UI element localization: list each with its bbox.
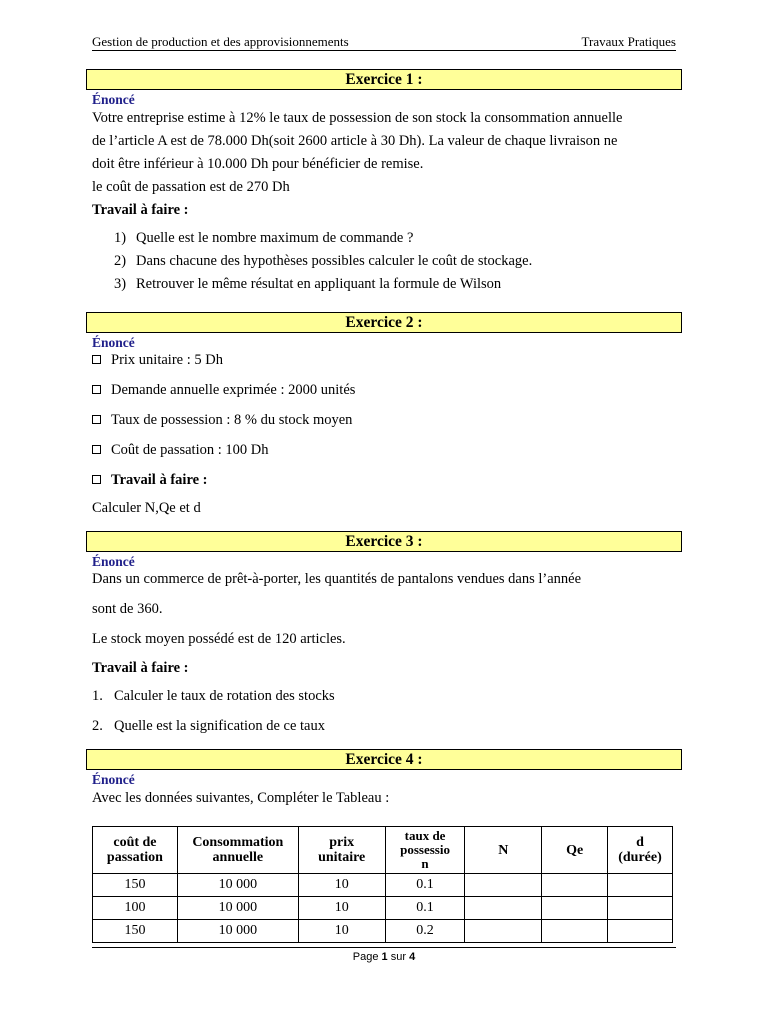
exercise-2-item: Coût de passation : 100 Dh <box>92 442 268 459</box>
exercise-1-enonce-label: Énoncé <box>92 92 135 107</box>
exercise-2-enonce-label: Énoncé <box>92 335 135 350</box>
header-divider <box>92 50 676 51</box>
table-cell: 0.1 <box>385 874 465 897</box>
table-cell: 150 <box>93 920 178 943</box>
exercise-3-question: 1. Calculer le taux de rotation des stocks <box>92 688 335 704</box>
exercise-1-question: 1) Quelle est le nombre maximum de commande ? <box>114 230 414 246</box>
table-cell: 10 000 <box>177 897 298 920</box>
checkbox-icon <box>92 475 101 484</box>
table-cell <box>465 897 542 920</box>
column-header-qe: Qe <box>542 827 608 874</box>
checkbox-icon <box>92 415 101 424</box>
exercise-1-travail-heading: Travail à faire : <box>92 202 189 218</box>
exercise-1-line: Votre entreprise estime à 12% le taux de possession de son stock la consommation annuelle <box>92 110 623 126</box>
header-left: Gestion de production et des approvisionnements <box>92 34 349 49</box>
column-header-cout-passation: coût de passation <box>93 827 178 874</box>
table-cell <box>465 920 542 943</box>
column-header-n: N <box>465 827 542 874</box>
column-header-taux-possession: taux de possessio n <box>385 827 465 874</box>
column-header-prix-unitaire: prix unitaire <box>298 827 385 874</box>
table-cell <box>608 897 673 920</box>
checkbox-icon <box>92 355 101 364</box>
exercise-3-line: Le stock moyen possédé est de 120 articles. <box>92 631 346 647</box>
exercise-3-line: Dans un commerce de prêt-à-porter, les quantités de pantalons vendues dans l’année <box>92 571 582 587</box>
data-table <box>92 826 673 943</box>
table-cell <box>542 874 608 897</box>
exercise-2-item: Taux de possession : 8 % du stock moyen <box>92 412 352 429</box>
table-cell: 0.1 <box>385 897 465 920</box>
exercise-3-line: sont de 360. <box>92 601 163 617</box>
exercise-4-enonce-label: Énoncé <box>92 772 135 787</box>
table-cell <box>608 920 673 943</box>
table-row <box>93 897 673 920</box>
footer-divider <box>92 947 676 948</box>
table-cell: 100 <box>93 897 178 920</box>
table-cell <box>542 897 608 920</box>
table-cell: 10 000 <box>177 920 298 943</box>
page-number: Page 1 sur 4 <box>352 951 416 963</box>
exercise-3-enonce-label: Énoncé <box>92 554 135 569</box>
exercise-1-question: 3) Retrouver le même résultat en appliquant la formule de Wilson <box>114 276 502 292</box>
table-cell: 150 <box>93 874 178 897</box>
column-header-consommation: Consommation annuelle <box>177 827 298 874</box>
column-header-duree: d (durée) <box>608 827 673 874</box>
exercise-4-intro: Avec les données suivantes, Compléter le Tableau : <box>92 790 390 806</box>
table-row <box>93 920 673 943</box>
exercise-1-line: doit être inférieur à 10.000 Dh pour bénéficier de remise. <box>92 156 424 172</box>
exercise-1-title: Exercice 1 : <box>86 69 682 90</box>
table-cell: 10 <box>298 920 385 943</box>
exercise-2-travail-heading: Travail à faire : <box>92 472 208 489</box>
table-header-row <box>93 827 673 874</box>
table-cell <box>542 920 608 943</box>
checkbox-icon <box>92 445 101 454</box>
header-right: Travaux Pratiques <box>581 34 676 49</box>
checkbox-icon <box>92 385 101 394</box>
table-cell: 10 <box>298 874 385 897</box>
table-cell <box>465 874 542 897</box>
table-cell: 10 <box>298 897 385 920</box>
table-cell: 10 000 <box>177 874 298 897</box>
table-cell: 0.2 <box>385 920 465 943</box>
table-row <box>93 874 673 897</box>
exercise-3-question: 2. Quelle est la signification de ce taux <box>92 718 325 734</box>
exercise-3-travail-heading: Travail à faire : <box>92 660 189 676</box>
exercise-3-title: Exercice 3 : <box>86 531 682 552</box>
table-cell <box>608 874 673 897</box>
exercise-2-title: Exercice 2 : <box>86 312 682 333</box>
exercise-1-line: le coût de passation est de 270 Dh <box>92 179 290 195</box>
exercise-2-item: Prix unitaire : 5 Dh <box>92 352 223 369</box>
exercise-2-item: Demande annuelle exprimée : 2000 unités <box>92 382 355 399</box>
exercise-1-question: 2) Dans chacune des hypothèses possibles calculer le coût de stockage. <box>114 253 533 269</box>
exercise-2-task: Calculer N,Qe et d <box>92 500 201 516</box>
exercise-1-line: de l’article A est de 78.000 Dh(soit 2600 article à 30 Dh). La valeur de chaque livraison ne <box>92 133 618 149</box>
exercise-4-title: Exercice 4 : <box>86 749 682 770</box>
